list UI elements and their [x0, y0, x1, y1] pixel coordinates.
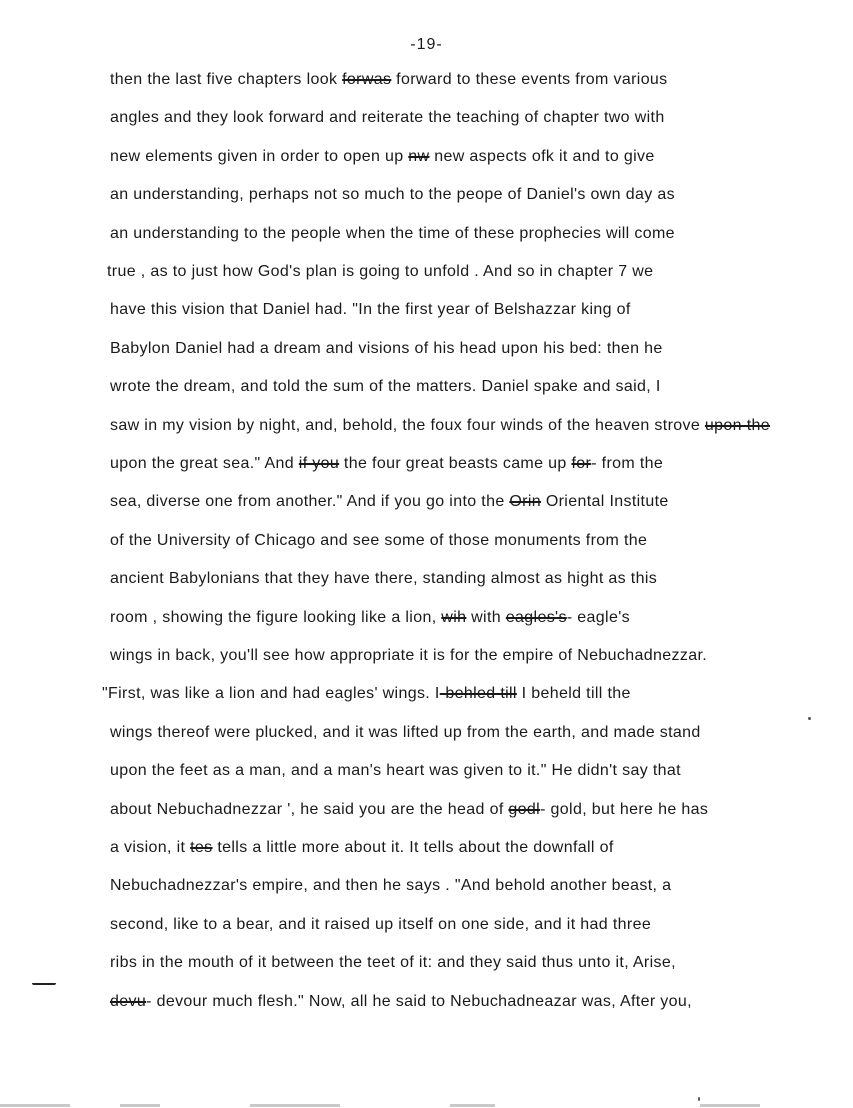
text-line: [110, 915, 651, 935]
text-line: [110, 454, 663, 474]
line-text: an understanding, perhaps not so much to the peope of Daniel's own day as: [110, 186, 675, 203]
text-line: [110, 608, 630, 628]
text-line: [110, 492, 669, 512]
text-line: [110, 147, 655, 167]
struck-out-text: tes: [190, 839, 213, 856]
line-text: upon the great sea." And: [110, 455, 299, 472]
line-text: sea, diverse one from another." And if you go into the: [110, 493, 510, 510]
line-text: - from the: [591, 455, 664, 472]
page-number: -19-: [410, 36, 443, 53]
line-text: new elements given in order to open up: [110, 148, 409, 165]
text-line: [110, 377, 661, 397]
text-line: [110, 646, 707, 666]
line-text: upon the feet as a man, and a man's heart was given to it." He didn't say that: [110, 762, 681, 779]
line-text: tells a little more about it. It tells about the downfall of: [212, 839, 614, 856]
struck-out-text: Orin: [509, 493, 542, 510]
text-line: [110, 838, 614, 858]
line-text: a vision, it: [110, 839, 191, 856]
text-line: [110, 70, 668, 90]
line-text: an understanding to the people when the time of these prophecies will come: [110, 225, 675, 242]
line-text: the four great beasts came up: [339, 455, 572, 472]
struck-out-text: wih: [441, 609, 467, 626]
line-text: "First, was like a lion and had eagles' wings. I: [102, 685, 440, 702]
line-text: wings thereof were plucked, and it was lifted up from the earth, and made stand: [110, 724, 701, 741]
line-text: saw in my vision by night, and, behold, the foux four winds of the heaven strove: [110, 417, 705, 434]
line-text: wrote the dream, and told the sum of the matters. Daniel spake and said, I: [110, 378, 661, 395]
scan-edge-artifact: [0, 1102, 853, 1108]
text-line: [110, 300, 631, 320]
line-text: Babylon Daniel had a dream and visions of his head upon his bed: then he: [110, 340, 663, 357]
line-text: - gold, but here he has: [540, 801, 709, 818]
line-text: ribs in the mouth of it between the teet of it: and they said thus unto it, Arise,: [110, 954, 676, 971]
text-line: [110, 953, 676, 973]
line-text: with: [466, 609, 506, 626]
line-text: about Nebuchadnezzar ', he said you are the head of: [110, 801, 509, 818]
text-line: [110, 185, 675, 205]
text-line: [110, 224, 675, 244]
line-text: Oriental Institute: [541, 493, 669, 510]
paper-speck: [698, 1097, 700, 1101]
struck-out-text: if you: [298, 455, 340, 472]
text-line: [110, 761, 681, 781]
text-line: [110, 992, 692, 1012]
text-line: [107, 262, 653, 282]
line-text: I beheld till the: [516, 685, 631, 702]
line-text: then the last five chapters look: [110, 71, 343, 88]
line-text: have this vision that Daniel had. "In the first year of Belshazzar king of: [110, 301, 631, 318]
struck-out-text: eagles's: [505, 609, 567, 626]
paper-speck: [808, 717, 811, 720]
line-text: forward to these events from various: [391, 71, 668, 88]
text-line: [110, 800, 708, 820]
line-text: room , showing the figure looking like a lion,: [110, 609, 442, 626]
struck-out-text: devu: [110, 993, 147, 1010]
text-line: [110, 531, 647, 551]
text-line: [110, 876, 671, 896]
line-text: true , as to just how God's plan is going to unfold . And so in chapter 7 we: [107, 263, 654, 280]
line-text: - eagle's: [566, 609, 630, 626]
margin-pencil-mark: [32, 983, 56, 985]
text-line: [110, 416, 770, 436]
struck-out-text: nw: [408, 148, 430, 165]
text-line: [110, 569, 657, 589]
line-text: wings in back, you'll see how appropriate it is for the empire of Nebuchadnezzar.: [110, 647, 708, 664]
text-line: [102, 684, 631, 704]
line-text: Nebuchadnezzar's empire, and then he says . "And behold another beast, a: [110, 877, 672, 894]
line-text: angles and they look forward and reiterate the teaching of chapter two with: [110, 109, 665, 126]
struck-out-text: -behled till: [439, 685, 517, 702]
text-line: [110, 108, 665, 128]
line-text: ancient Babylonians that they have there, standing almost as hight as this: [110, 570, 658, 587]
struck-out-text: forwas: [342, 71, 392, 88]
text-line: [110, 339, 663, 359]
line-text: new aspects ofk it and to give: [429, 148, 655, 165]
line-text: - devour much flesh." Now, all he said to Nebuchadneazar was, After you,: [146, 993, 692, 1010]
line-text: second, like to a bear, and it raised up itself on one side, and it had three: [110, 916, 652, 933]
struck-out-text: for: [571, 455, 592, 472]
struck-out-text: godl: [508, 801, 541, 818]
struck-out-text: upon the: [704, 417, 770, 434]
text-line: [110, 723, 701, 743]
line-text: of the University of Chicago and see some of those monuments from the: [110, 532, 648, 549]
